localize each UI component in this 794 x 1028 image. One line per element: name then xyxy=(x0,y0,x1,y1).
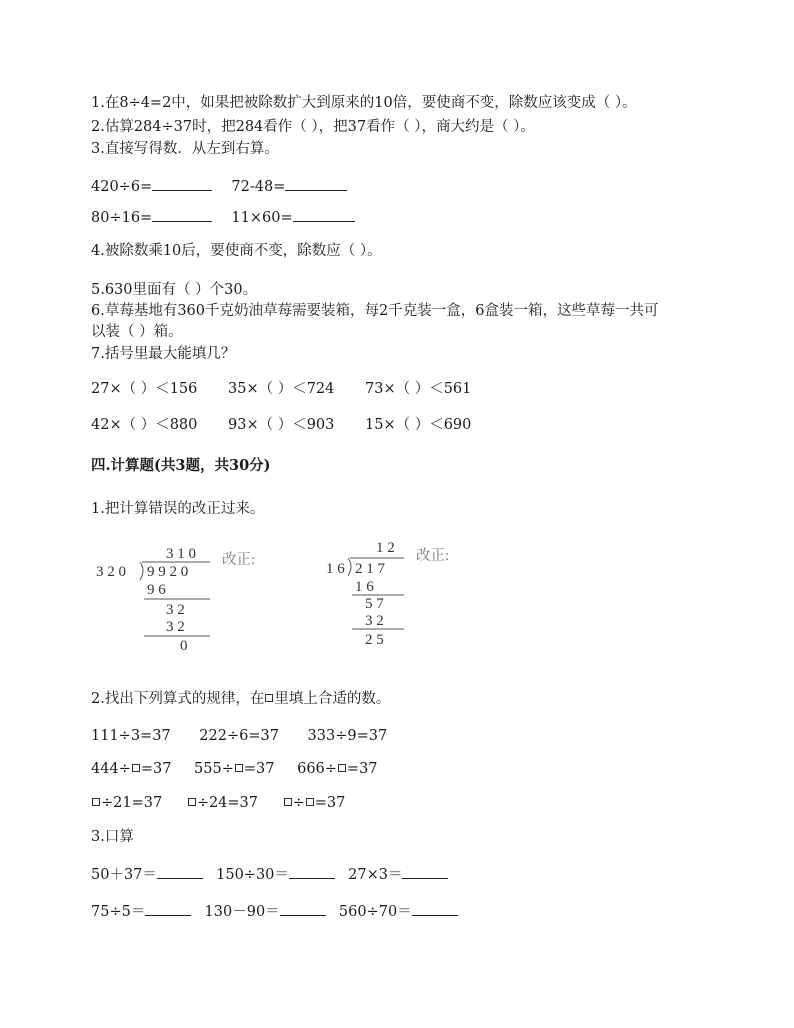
q3-item: 80÷16= xyxy=(91,210,153,226)
step-text: 3 2 xyxy=(365,613,384,629)
step-text: 3 2 xyxy=(166,619,185,635)
mental-math-row-2 xyxy=(91,901,458,921)
answer-blank[interactable] xyxy=(152,207,212,222)
calc-question-1: 1.把计算错误的改正过来。 xyxy=(91,501,265,517)
step-text: 2 5 xyxy=(365,632,384,648)
question-2: 2.估算284÷37时，把284看作（ ），把37看作（ ），商大约是（ ）。 xyxy=(91,119,535,135)
question-7: 7.括号里最大能填几？ xyxy=(91,346,236,362)
answer-blank[interactable] xyxy=(402,864,448,879)
step-text: 9 6 xyxy=(147,582,166,598)
answer-box[interactable] xyxy=(132,764,140,772)
equation: 333÷9=37 xyxy=(307,728,388,744)
question-text: 里填上合适的数。 xyxy=(274,691,391,707)
mental-math-item: 50＋37＝ xyxy=(91,867,157,883)
step-text: 3 2 xyxy=(166,602,185,618)
answer-box[interactable] xyxy=(306,798,314,806)
equation-part: 555÷ xyxy=(194,761,234,777)
section-title: 四.计算题(共3题，共30分) xyxy=(91,457,271,474)
equation-part: 444÷ xyxy=(91,761,131,777)
equation-part: =37 xyxy=(314,795,346,811)
answer-box-icon xyxy=(265,694,273,702)
q3-row-1 xyxy=(91,176,347,196)
mental-math-item: 27×3＝ xyxy=(348,867,403,883)
dividend-text: 2 1 7 xyxy=(355,561,385,577)
pattern-row-2 xyxy=(91,760,378,778)
pattern-row-1 xyxy=(91,727,387,745)
question-4: 4.被除数乘10后，要使商不变，除数应（ ）。 xyxy=(91,243,382,259)
equation-part: 666÷ xyxy=(297,761,337,777)
answer-box[interactable] xyxy=(338,764,346,772)
correction-label: 改正: xyxy=(222,552,256,568)
equation-part: ÷ xyxy=(292,795,305,811)
correction-label: 改正: xyxy=(416,548,450,564)
question-6-line-1: 6.草莓基地有360千克奶油草莓需要装箱，每2千克装一盒，6盒装一箱，这些草莓一共可 xyxy=(91,303,659,319)
q7-item: 42×（ ）＜880 xyxy=(91,417,198,433)
equation-part: ÷21=37 xyxy=(101,795,163,811)
q7-item: 27×（ ）＜156 xyxy=(91,381,198,397)
equation-part: =37 xyxy=(243,761,275,777)
answer-blank[interactable] xyxy=(285,176,347,191)
answer-blank[interactable] xyxy=(157,864,203,879)
question-6-line-2: 以装（ ）箱。 xyxy=(91,324,183,340)
q7-row-1 xyxy=(91,380,471,398)
long-division-right xyxy=(322,536,502,656)
equation-part: ÷24=37 xyxy=(196,795,259,811)
mental-math-item: 130－90＝ xyxy=(204,904,280,920)
long-division-left xyxy=(92,538,282,658)
step-text: 0 xyxy=(180,638,188,654)
answer-blank[interactable] xyxy=(293,207,355,222)
answer-blank[interactable] xyxy=(289,864,335,879)
mental-math-item: 150÷30＝ xyxy=(216,867,289,883)
answer-blank[interactable] xyxy=(412,901,458,916)
quotient-text: 3 1 0 xyxy=(166,546,196,562)
equation-part: =37 xyxy=(346,761,378,777)
dividend-text: 9 9 2 0 xyxy=(147,564,189,580)
mental-math-row-1 xyxy=(91,864,448,884)
answer-blank[interactable] xyxy=(280,901,326,916)
q3-item: 72-48= xyxy=(231,179,286,195)
q3-row-2 xyxy=(91,207,355,227)
answer-box[interactable] xyxy=(235,764,243,772)
q7-item: 15×（ ）＜690 xyxy=(365,417,472,433)
answer-box[interactable] xyxy=(284,798,292,806)
equation-part: =37 xyxy=(140,761,172,777)
question-3: 3.直接写得数．从左到右算。 xyxy=(91,141,279,157)
answer-box[interactable] xyxy=(188,798,196,806)
mental-math-item: 560÷70＝ xyxy=(338,904,412,920)
step-text: 5 7 xyxy=(365,596,384,612)
q3-item: 11×60= xyxy=(231,210,293,226)
answer-box[interactable] xyxy=(92,798,100,806)
divisor-text: 1 6 xyxy=(326,561,345,577)
question-text: 2.找出下列算式的规律，在 xyxy=(91,691,265,707)
answer-blank[interactable] xyxy=(145,901,191,916)
q7-item: 73×（ ）＜561 xyxy=(365,381,472,397)
quotient-text: 1 2 xyxy=(376,540,395,556)
answer-blank[interactable] xyxy=(152,176,212,191)
question-5: 5.630里面有（ ）个30。 xyxy=(91,282,258,298)
divisor-text: 3 2 0 xyxy=(96,564,126,580)
equation: 222÷6=37 xyxy=(199,728,279,744)
q3-item: 420÷6= xyxy=(91,179,153,195)
pattern-row-3 xyxy=(91,794,345,812)
calc-question-2 xyxy=(91,690,390,708)
q7-row-2 xyxy=(91,416,471,434)
mental-math-item: 75÷5＝ xyxy=(91,904,146,920)
q7-item: 35×（ ）＜724 xyxy=(228,381,335,397)
question-1: 1.在8÷4=2中，如果把被除数扩大到原来的10倍，要使商不变，除数应该变成（ ）。 xyxy=(91,95,637,111)
q7-item: 93×（ ）＜903 xyxy=(228,417,335,433)
step-text: 1 6 xyxy=(355,579,374,595)
equation: 111÷3=37 xyxy=(91,728,171,744)
calc-question-3: 3.口算 xyxy=(91,829,134,845)
